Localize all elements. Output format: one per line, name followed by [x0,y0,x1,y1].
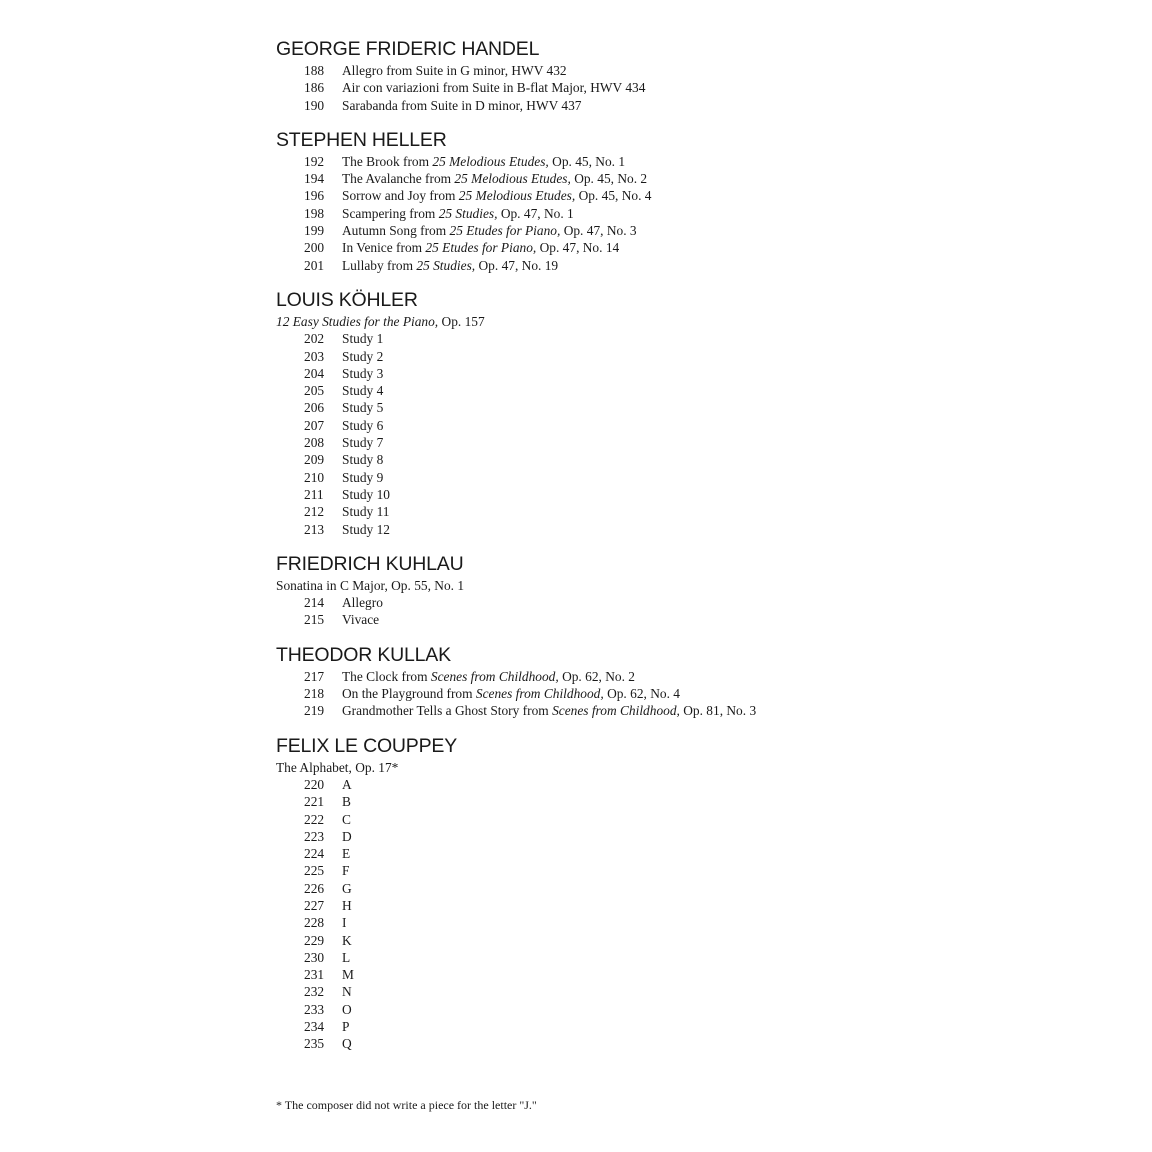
title-text: K [342,932,352,948]
title-text: Op. 157 [438,313,485,329]
title-text: Sonatina in C Major, Op. 55, No. 1 [276,577,465,593]
composer-section [276,289,1076,538]
title-text: Op. 81, No. 3 [679,703,757,719]
page-number: 205 [304,383,325,399]
piece-title [342,62,567,79]
list-item [276,382,1076,399]
page-number: 202 [304,331,325,347]
list-item [276,469,1076,486]
title-text: Op. 47, No. 1 [497,205,574,221]
list-item [276,257,1076,274]
piece-title [342,811,351,828]
title-text: Study 9 [342,469,384,485]
piece-title [342,828,352,845]
title-text: Op. 47, No. 3 [560,223,637,239]
piece-title [342,594,383,611]
title-text: N [342,984,352,1000]
title-text: Op. 45, No. 2 [570,171,648,187]
piece-title [342,983,352,1000]
page-number: 190 [304,97,325,113]
list-item [276,685,1076,702]
list-item [276,521,1076,538]
page-number: 212 [304,504,325,520]
page-number: 186 [304,80,325,96]
list-item [276,222,1076,239]
italic-title-text: 25 Studies, [438,205,498,221]
piece-title [342,222,637,239]
page-number: 209 [304,452,325,468]
title-text: Study 4 [342,383,384,399]
page-number: 210 [304,469,325,485]
title-text: Study 11 [342,504,390,520]
page-number: 229 [304,932,325,948]
title-text: Study 1 [342,331,384,347]
page-number: 194 [304,171,325,187]
piece-title [342,451,383,468]
list-item [276,434,1076,451]
piece-title [342,330,383,347]
list-item [276,932,1076,949]
italic-title-text: Scenes from Childhood, [430,668,559,684]
collection-title [276,759,1076,776]
page-number: 231 [304,967,325,983]
page-number: 218 [304,686,325,702]
piece-title [342,793,351,810]
page-number: 223 [304,828,325,844]
title-text: Q [342,1036,352,1052]
page-number: 235 [304,1036,325,1052]
composer-section [276,129,1076,274]
list-item [276,170,1076,187]
title-text: Sarabanda from Suite in D minor, HWV 437 [342,97,582,113]
page-number: 220 [304,776,325,792]
piece-title [342,399,383,416]
page-number: 199 [304,223,325,239]
list-item [276,949,1076,966]
page-number: 207 [304,417,325,433]
piece-title [342,187,651,204]
page-number: 201 [304,257,325,273]
title-text: Air con variazioni from Suite in B-flat Major, HWV 434 [342,80,646,96]
italic-title-text: 25 Melodious Etudes, [458,188,576,204]
italic-title-text: 25 Etudes for Piano, [425,240,537,256]
page-number: 203 [304,348,325,364]
page-number: 198 [304,205,325,221]
page-number: 213 [304,521,325,537]
list-item [276,776,1076,793]
footnote: * The composer did not write a piece for the letter "J." [276,1098,537,1112]
piece-title [342,966,354,983]
list-item [276,451,1076,468]
composer-heading: THEODOR KULLAK [276,643,451,666]
piece-title [342,1035,352,1052]
piece-title [342,862,349,879]
page-number: 233 [304,1001,325,1017]
title-text: Op. 45, No. 4 [575,188,652,204]
list-item [276,862,1076,879]
piece-title [342,897,352,914]
title-text: Vivace [342,612,380,628]
page-number: 221 [304,794,325,810]
list-item [276,914,1076,931]
italic-title-text: 12 Easy Studies for the Piano, [276,313,439,329]
list-item [276,62,1076,79]
italic-title-text: 25 Melodious Etudes, [432,153,549,169]
piece-title [342,702,756,719]
title-text: The Brook from [342,153,433,169]
page-number: 217 [304,668,325,684]
page-number: 200 [304,240,325,256]
title-text: Autumn Song from [342,223,450,239]
composer-section [276,644,1076,720]
title-text: Allegro [342,595,383,611]
list-item [276,793,1076,810]
piece-title [342,503,390,520]
list-item [276,828,1076,845]
italic-title-text: Scenes from Childhood, [552,703,680,719]
piece-title [342,845,350,862]
title-text: Study 6 [342,417,384,433]
title-text: The Clock from [342,668,431,684]
piece-title [342,382,383,399]
page-number: 206 [304,400,325,416]
composer-section [276,553,1076,629]
collection-title [276,313,1076,330]
list-item [276,330,1076,347]
title-text: M [342,967,354,983]
list-item [276,239,1076,256]
italic-title-text: Scenes from Childhood, [475,686,604,702]
title-text: Study 3 [342,365,384,381]
list-item [276,348,1076,365]
list-item [276,365,1076,382]
page-number: 228 [304,915,325,931]
page-number: 226 [304,880,325,896]
piece-title [342,205,574,222]
title-text: B [342,794,351,810]
piece-title [342,880,352,897]
piece-title [342,257,558,274]
page-number: 219 [304,703,325,719]
piece-title [342,668,635,685]
page-number: 196 [304,188,325,204]
list-item [276,399,1076,416]
title-text: Op. 47, No. 19 [475,257,559,273]
page-number: 215 [304,612,325,628]
piece-title [342,685,680,702]
collection-title [276,577,1076,594]
italic-title-text: 25 Etudes for Piano, [449,223,561,239]
title-text: O [342,1001,352,1017]
title-text: Op. 62, No. 2 [558,668,635,684]
title-text: Study 7 [342,435,384,451]
piece-title [342,365,383,382]
list-item [276,79,1076,96]
piece-title [342,79,645,96]
page-number: 192 [304,153,325,169]
piece-title [342,486,390,503]
title-text: Op. 62, No. 4 [603,686,680,702]
title-text: F [342,863,350,879]
piece-title [342,611,379,628]
piece-title [342,469,383,486]
title-text: Lullaby from [342,257,417,273]
title-text: Sorrow and Joy from [342,188,459,204]
contents-list [276,38,1076,1068]
piece-title [342,1001,352,1018]
page-number: 214 [304,595,325,611]
title-text: G [342,880,352,896]
piece-title [342,348,383,365]
title-text: Study 10 [342,486,390,502]
list-item [276,983,1076,1000]
title-text: Op. 47, No. 14 [536,240,620,256]
piece-title [342,239,619,256]
list-item [276,897,1076,914]
title-text: Study 2 [342,348,384,364]
title-text: Allegro from Suite in G minor, HWV 432 [342,63,567,78]
title-text: The Avalanche from [342,171,455,187]
list-item [276,1018,1076,1035]
composer-section [276,38,1076,114]
page-number: 227 [304,897,325,913]
page-number: 208 [304,435,325,451]
list-item [276,811,1076,828]
list-item [276,880,1076,897]
title-text: On the Playground from [342,686,476,702]
piece-title [342,1018,349,1035]
piece-title [342,776,352,793]
title-text: L [342,949,351,965]
title-text: I [342,915,347,931]
piece-title [342,949,350,966]
list-item [276,205,1076,222]
title-text: Study 8 [342,452,384,468]
title-text: Op. 45, No. 1 [548,153,626,169]
piece-title [342,434,383,451]
composer-heading: GEORGE FRIDERIC HANDEL [276,38,540,60]
list-item [276,1035,1076,1052]
page-number: 188 [304,63,325,78]
piece-title [342,932,352,949]
title-text: Study 5 [342,400,384,416]
list-item [276,486,1076,503]
title-text: C [342,811,351,827]
composer-heading: LOUIS KÖHLER [276,288,418,311]
piece-title [342,97,581,114]
title-text: A [342,776,352,792]
list-item [276,187,1076,204]
list-item [276,417,1076,434]
title-text: H [342,897,352,913]
list-item [276,153,1076,170]
page-number: 234 [304,1019,325,1035]
title-text: D [342,828,352,844]
title-text: P [342,1019,350,1035]
list-item [276,668,1076,685]
list-item [276,503,1076,520]
piece-title [342,417,383,434]
page-number: 225 [304,863,325,879]
title-text: Grandmother Tells a Ghost Story from [342,703,553,719]
page-number: 222 [304,811,325,827]
list-item [276,845,1076,862]
page-number: 204 [304,365,325,381]
page-number: 211 [304,486,324,502]
italic-title-text: 25 Melodious Etudes, [454,171,571,187]
title-text: Study 12 [342,521,390,537]
list-item [276,594,1076,611]
composer-heading: FRIEDRICH KUHLAU [276,552,464,575]
italic-title-text: 25 Studies, [416,257,476,273]
list-item [276,611,1076,628]
list-item [276,966,1076,983]
composer-heading: STEPHEN HELLER [276,128,447,151]
composer-section [276,735,1076,1053]
title-text: Scampering from [342,205,439,221]
list-item [276,702,1076,719]
list-item [276,1001,1076,1018]
title-text: In Venice from [342,240,426,256]
title-text: The Alphabet, Op. 17* [276,759,399,775]
title-text: E [342,846,351,862]
composer-heading: FELIX LE COUPPEY [276,734,458,757]
piece-title [342,914,346,931]
piece-title [342,170,647,187]
piece-title [342,153,625,170]
page-number: 224 [304,846,325,862]
list-item [276,97,1076,114]
piece-title [342,521,390,538]
page-number: 230 [304,949,325,965]
page-number: 232 [304,984,325,1000]
